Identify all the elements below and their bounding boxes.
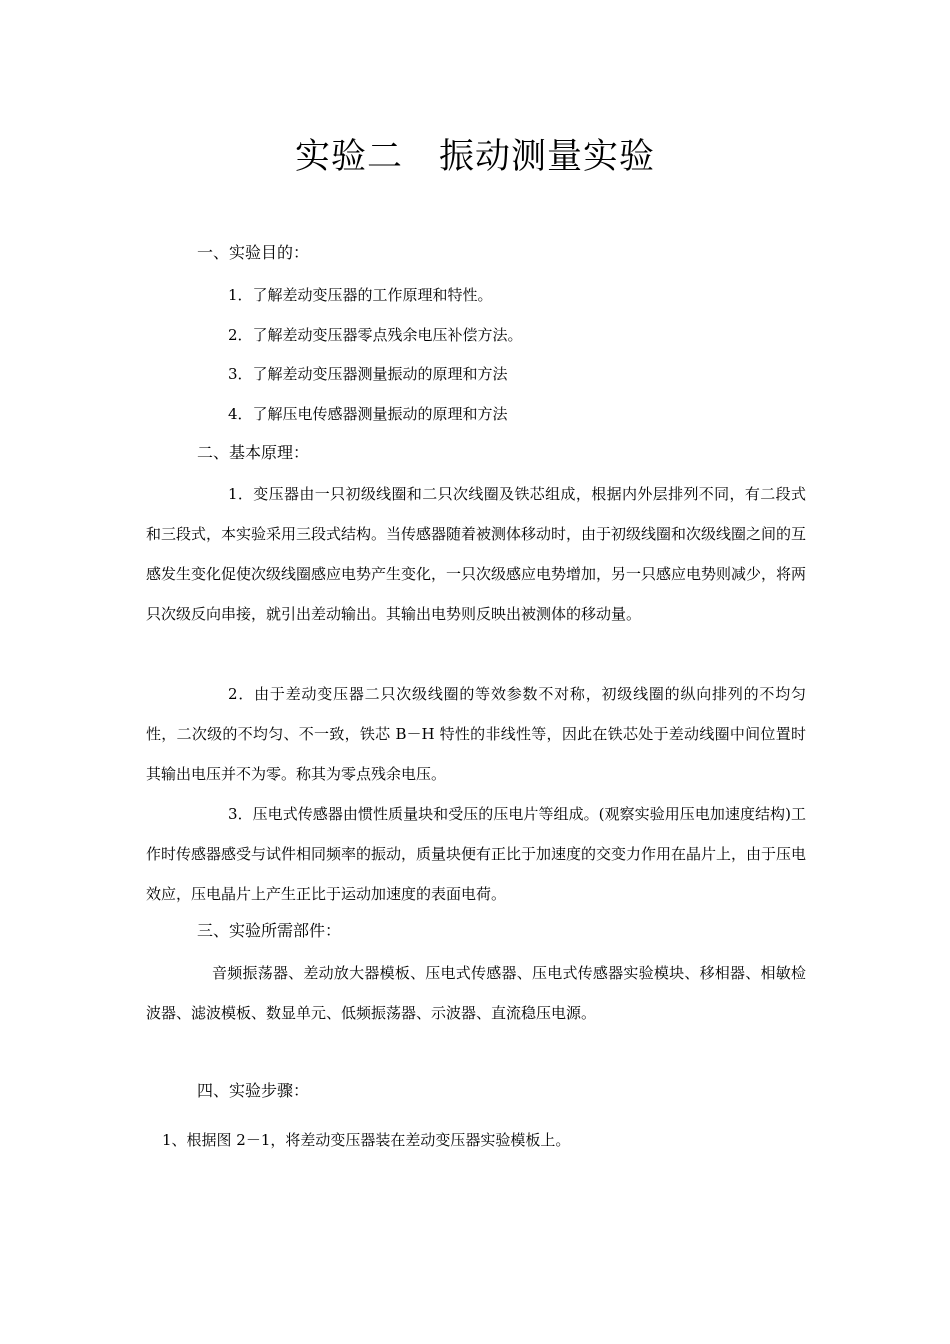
step-item-1: 1、根据图 2－1，将差动变压器装在差动变压器实验模板上。 <box>162 1131 571 1149</box>
principle-paragraph-1: 1．变压器由一只初级线圈和二只次线圈及铁芯组成，根据内外层排列不同，有二段式和三段式，本实验采用三段式结构。当传感器随着被测体移动时，由于初级线圈和次级线圈之间的互感发生变化促使次级线圈感应电势产生变化，一只次级感应电势增加，另一只感应电势则减少，将两只次级反向串接，就引出差动输出。其输出电势则反映出被测体的移动量。 <box>146 485 807 623</box>
page-title: 实验二 振动测量实验 <box>294 137 655 177</box>
purpose-item-2: 2．了解差动变压器零点残余电压补偿方法。 <box>228 326 523 344</box>
purpose-item-3: 3．了解差动变压器测量振动的原理和方法 <box>228 365 508 383</box>
principle-paragraph-2: 2．由于差动变压器二只次级线圈的等效参数不对称，初级线圈的纵向排列的不均匀性，二次级的不均匀、不一致，铁芯 B－H 特性的非线性等，因此在铁芯处于差动线圈中间位置时其输出电压并不为零。称其为零点残余电压。 <box>146 685 806 783</box>
purpose-item-1: 1．了解差动变压器的工作原理和特性。 <box>228 286 493 304</box>
principle-paragraph-3: 3．压电式传感器由惯性质量块和受压的压电片等组成。(观察实验用压电加速度结构)工作时传感器感受与试件相同频率的振动，质量块便有正比于加速度的交变力作用在晶片上，由于压电效应，压电晶片上产生正比于运动加速度的表面电荷。 <box>146 805 807 903</box>
components-paragraph: 音频振荡器、差动放大器模板、压电式传感器、压电式传感器实验模块、移相器、相敏检波器、滤波模板、数显单元、低频振荡器、示波器、直流稳压电源。 <box>146 964 806 1022</box>
section-heading-steps: 四、实验步骤： <box>197 1081 310 1100</box>
section-heading-purpose: 一、实验目的： <box>197 243 310 262</box>
purpose-item-4: 4．了解压电传感器测量振动的原理和方法 <box>228 405 508 423</box>
section-heading-principle: 二、基本原理： <box>197 443 310 462</box>
section-heading-components: 三、实验所需部件： <box>197 921 342 940</box>
